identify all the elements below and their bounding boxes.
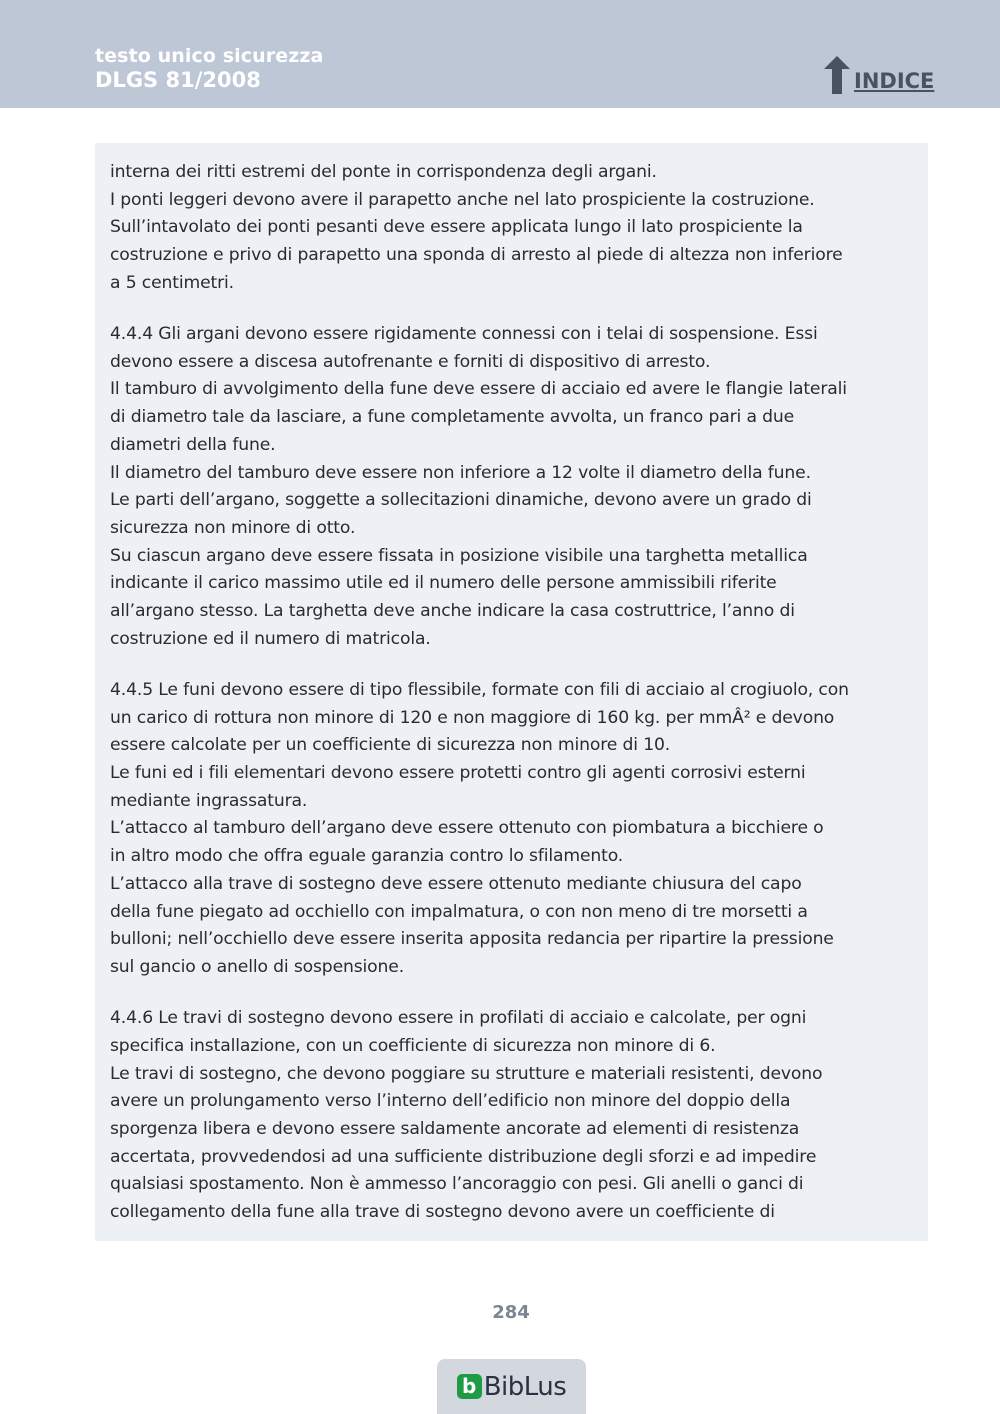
text-line: di diametro tale da lasciare, a fune completamente avvolta, un franco pari a due xyxy=(110,407,795,428)
index-link[interactable] xyxy=(824,54,934,94)
text-line: sporgenza libera e devono essere saldamente ancorate ad elementi di resistenza xyxy=(110,1119,800,1139)
content-box xyxy=(95,143,928,1241)
text-line: devono essere a discesa autofrenante e forniti di dispositivo di arresto. xyxy=(110,351,711,372)
body-text xyxy=(110,159,918,1250)
text-line: L’attacco al tamburo dell’argano deve essere ottenuto con piombatura a bicchiere o xyxy=(110,818,824,839)
paragraph xyxy=(110,159,918,298)
text-line: 4.4.6 Le travi di sostegno devono essere in profilati di acciaio e calcolate, per ogni xyxy=(110,1008,807,1029)
text-line: un carico di rottura non minore di 120 e non maggiore di 160 kg. per mmÂ² e devono xyxy=(110,707,835,728)
text-line: Le parti dell’argano, soggette a sollecitazioni dinamiche, devono avere un grado di xyxy=(110,490,812,511)
text-line: indicante il carico massimo utile ed il numero delle persone ammissibili riferite xyxy=(110,573,777,594)
up-arrow-icon xyxy=(824,56,850,94)
index-link-label: INDICE xyxy=(854,69,935,93)
document-title-line1: testo unico sicurezza xyxy=(95,45,324,67)
paragraph xyxy=(110,1005,918,1227)
document-title-line2: DLGS 81/2008 xyxy=(95,67,261,92)
text-line: Le travi di sostegno, che devono poggiare su strutture e materiali resistenti, devono xyxy=(110,1063,823,1084)
text-line: qualsiasi spostamento. Non è ammesso l’ancoraggio con pesi. Gli anelli o ganci di xyxy=(110,1174,804,1195)
text-line: essere calcolate per un coefficiente di sicurezza non minore di 10. xyxy=(110,735,671,756)
text-line: all’argano stesso. La targhetta deve anche indicare la casa costruttrice, l’anno di xyxy=(110,601,795,622)
text-line: sicurezza non minore di otto. xyxy=(110,517,356,538)
paragraph xyxy=(110,321,918,653)
text-line: sul gancio o anello di sospensione. xyxy=(110,956,405,977)
document-title xyxy=(95,46,323,92)
text-line: della fune piegato ad occhiello con impalmatura, o con non meno di tre morsetti a xyxy=(110,901,808,922)
text-line: a 5 centimetri. xyxy=(110,272,234,293)
text-line: accertata, provvedendosi ad una sufficiente distribuzione degli sforzi e ad impedire xyxy=(110,1146,817,1167)
text-line: avere un prolungamento verso l’interno dell’edificio non minore del doppio della xyxy=(110,1091,791,1112)
text-line: mediante ingrassatura. xyxy=(110,790,308,811)
text-line: Le funi ed i fili elementari devono essere protetti contro gli agenti corrosivi esterni xyxy=(110,763,806,784)
page-number: 284 xyxy=(492,1302,530,1323)
biblus-logo[interactable] xyxy=(437,1359,586,1414)
text-line: in altro modo che offra eguale garanzia contro lo sfilamento. xyxy=(110,846,624,867)
text-line: Il diametro del tamburo deve essere non inferiore a 12 volte il diametro della fune. xyxy=(110,462,811,483)
text-line: diametri della fune. xyxy=(110,434,276,455)
biblus-b-icon: b xyxy=(457,1374,482,1399)
text-line: I ponti leggeri devono avere il parapetto anche nel lato prospiciente la costruzione. xyxy=(110,189,815,210)
paragraph xyxy=(110,677,918,982)
text-line: specifica installazione, con un coefficiente di sicurezza non minore di 6. xyxy=(110,1035,716,1056)
text-line: costruzione ed il numero di matricola. xyxy=(110,628,431,649)
text-line: 4.4.5 Le funi devono essere di tipo flessibile, formate con fili di acciaio al crogiuolo, con xyxy=(110,679,849,700)
text-line: interna dei ritti estremi del ponte in corrispondenza degli argani. xyxy=(110,162,657,182)
biblus-brand-name: BibLus xyxy=(483,1371,567,1402)
text-line: Il tamburo di avvolgimento della fune deve essere di acciaio ed avere le flangie laterali xyxy=(110,379,847,400)
text-line: bulloni; nell’occhiello deve essere inserita apposita redancia per ripartire la pressione xyxy=(110,929,834,950)
page-header xyxy=(0,0,1000,108)
text-line: 4.4.4 Gli argani devono essere rigidamente connessi con i telai di sospensione. Essi xyxy=(110,324,818,345)
text-line: costruzione e privo di parapetto una sponda di arresto al piede di altezza non inferiore xyxy=(110,245,843,266)
text-line: collegamento della fune alla trave di sostegno devono avere un coefficiente di xyxy=(110,1202,775,1223)
text-line: L’attacco alla trave di sostegno deve essere ottenuto mediante chiusura del capo xyxy=(110,873,802,894)
text-line: Su ciascun argano deve essere fissata in posizione visibile una targhetta metallica xyxy=(110,545,808,566)
text-line: Sull’intavolato dei ponti pesanti deve essere applicata lungo il lato prospiciente la xyxy=(110,217,803,238)
